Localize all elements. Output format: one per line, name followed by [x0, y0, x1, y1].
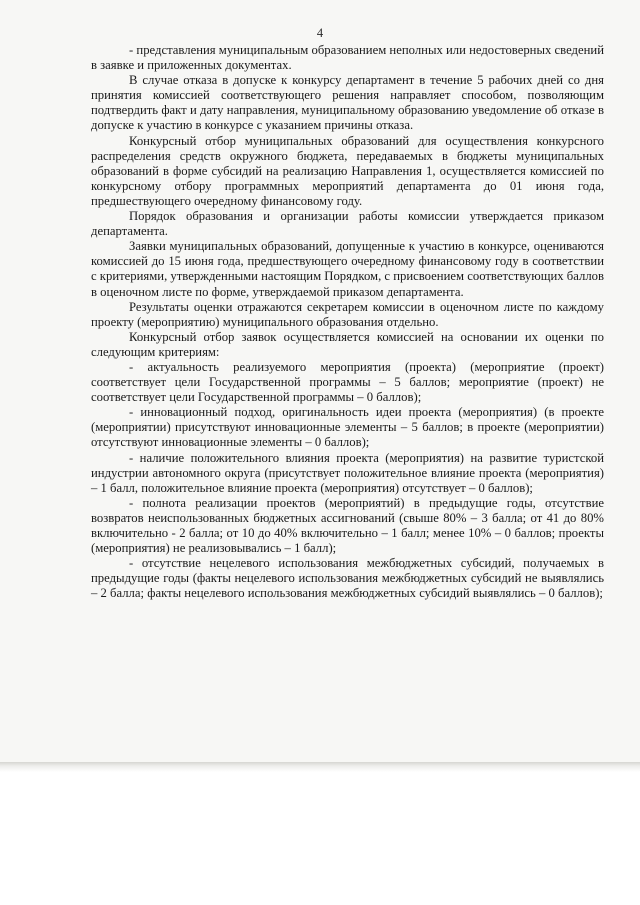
paragraph: Результаты оценки отражаются секретарем комиссии в оценочном листе по каждому проекту (мероприятию) муниципального образования отдельно.: [91, 299, 604, 329]
criterion-item: - наличие положительного влияния проекта (мероприятия) на развитие туристской индустрии автономного округа (присутствует положительное влияние проекта (мероприятия) – 1 балл, положительное влияние проекта (мероприятия) отсутствует – 0 баллов);: [91, 450, 604, 495]
document-body: [91, 43, 604, 601]
paragraph: Порядок образования и организации работы комиссии утверждается приказом департамента.: [91, 209, 604, 239]
criterion-item: - инновационный подход, оригинальность идеи проекта (мероприятия) (в проекте (мероприятии) присутствуют инновационные элементы – 5 баллов; в проекте (мероприятии) отсутствуют инновационные элементы – 0 баллов);: [91, 405, 604, 450]
criterion-item: - полнота реализации проектов (мероприятий) в предыдущие годы, отсутствие возвратов неиспользованных бюджетных ассигнований (свыше 80% – 3 балла; от 41 до 80% включительно - 2 балла; от 10 до 40% включительно – 1 балл; менее 10% – 0 баллов; проекты (мероприятия) не реализовывались – 1 балл);: [91, 495, 604, 556]
paragraph: - представления муниципальным образованием неполных или недостоверных сведений в заявке и приложенных документах.: [91, 43, 604, 73]
paragraph: Заявки муниципальных образований, допущенные к участию в конкурсе, оцениваются комиссией до 15 июня года, предшествующего очередному финансовому году в соответствии с критериями, утвержденными настоящим Порядком, с присвоением соответствующих баллов в оценочном листе по форме, утверждаемой приказом департамента.: [91, 239, 604, 299]
paragraph: Конкурсный отбор заявок осуществляется комиссией на основании их оценки по следующим критериям:: [91, 329, 604, 359]
paragraph: Конкурсный отбор муниципальных образований для осуществления конкурсного распределения средств окружного бюджета, передаваемых в бюджеты муниципальных образований в форме субсидий на реализацию Направления 1, осуществляется комиссией по конкурсному отбору программных мероприятий департамента до 01 июня года, предшествующего очередному финансовому году.: [91, 133, 604, 208]
criterion-item: - отсутствие нецелевого использования межбюджетных субсидий, получаемых в предыдущие годы (факты нецелевого использования межбюджетных субсидий не выявлялись – 2 балла; факты нецелевого использования межбюджетных субсидий выявлялись – 0 баллов);: [91, 556, 604, 601]
page-number: 4: [316, 26, 324, 40]
scan-edge-shadow: [0, 762, 640, 772]
criterion-item: - актуальность реализуемого мероприятия (проекта) (мероприятие (проект) соответствует цели Государственной программы – 5 баллов; мероприятие (проект) не соответствует цели Государственной программы – 0 баллов);: [91, 359, 604, 405]
paragraph: В случае отказа в допуске к конкурсу департамент в течение 5 рабочих дней со дня принятия комиссией соответствующего решения направляет способом, позволяющим подтвердить факт и дату направления, муниципальному образованию уведомление об отказе в допуске к участию в конкурсе с указанием причины отказа.: [91, 73, 604, 133]
